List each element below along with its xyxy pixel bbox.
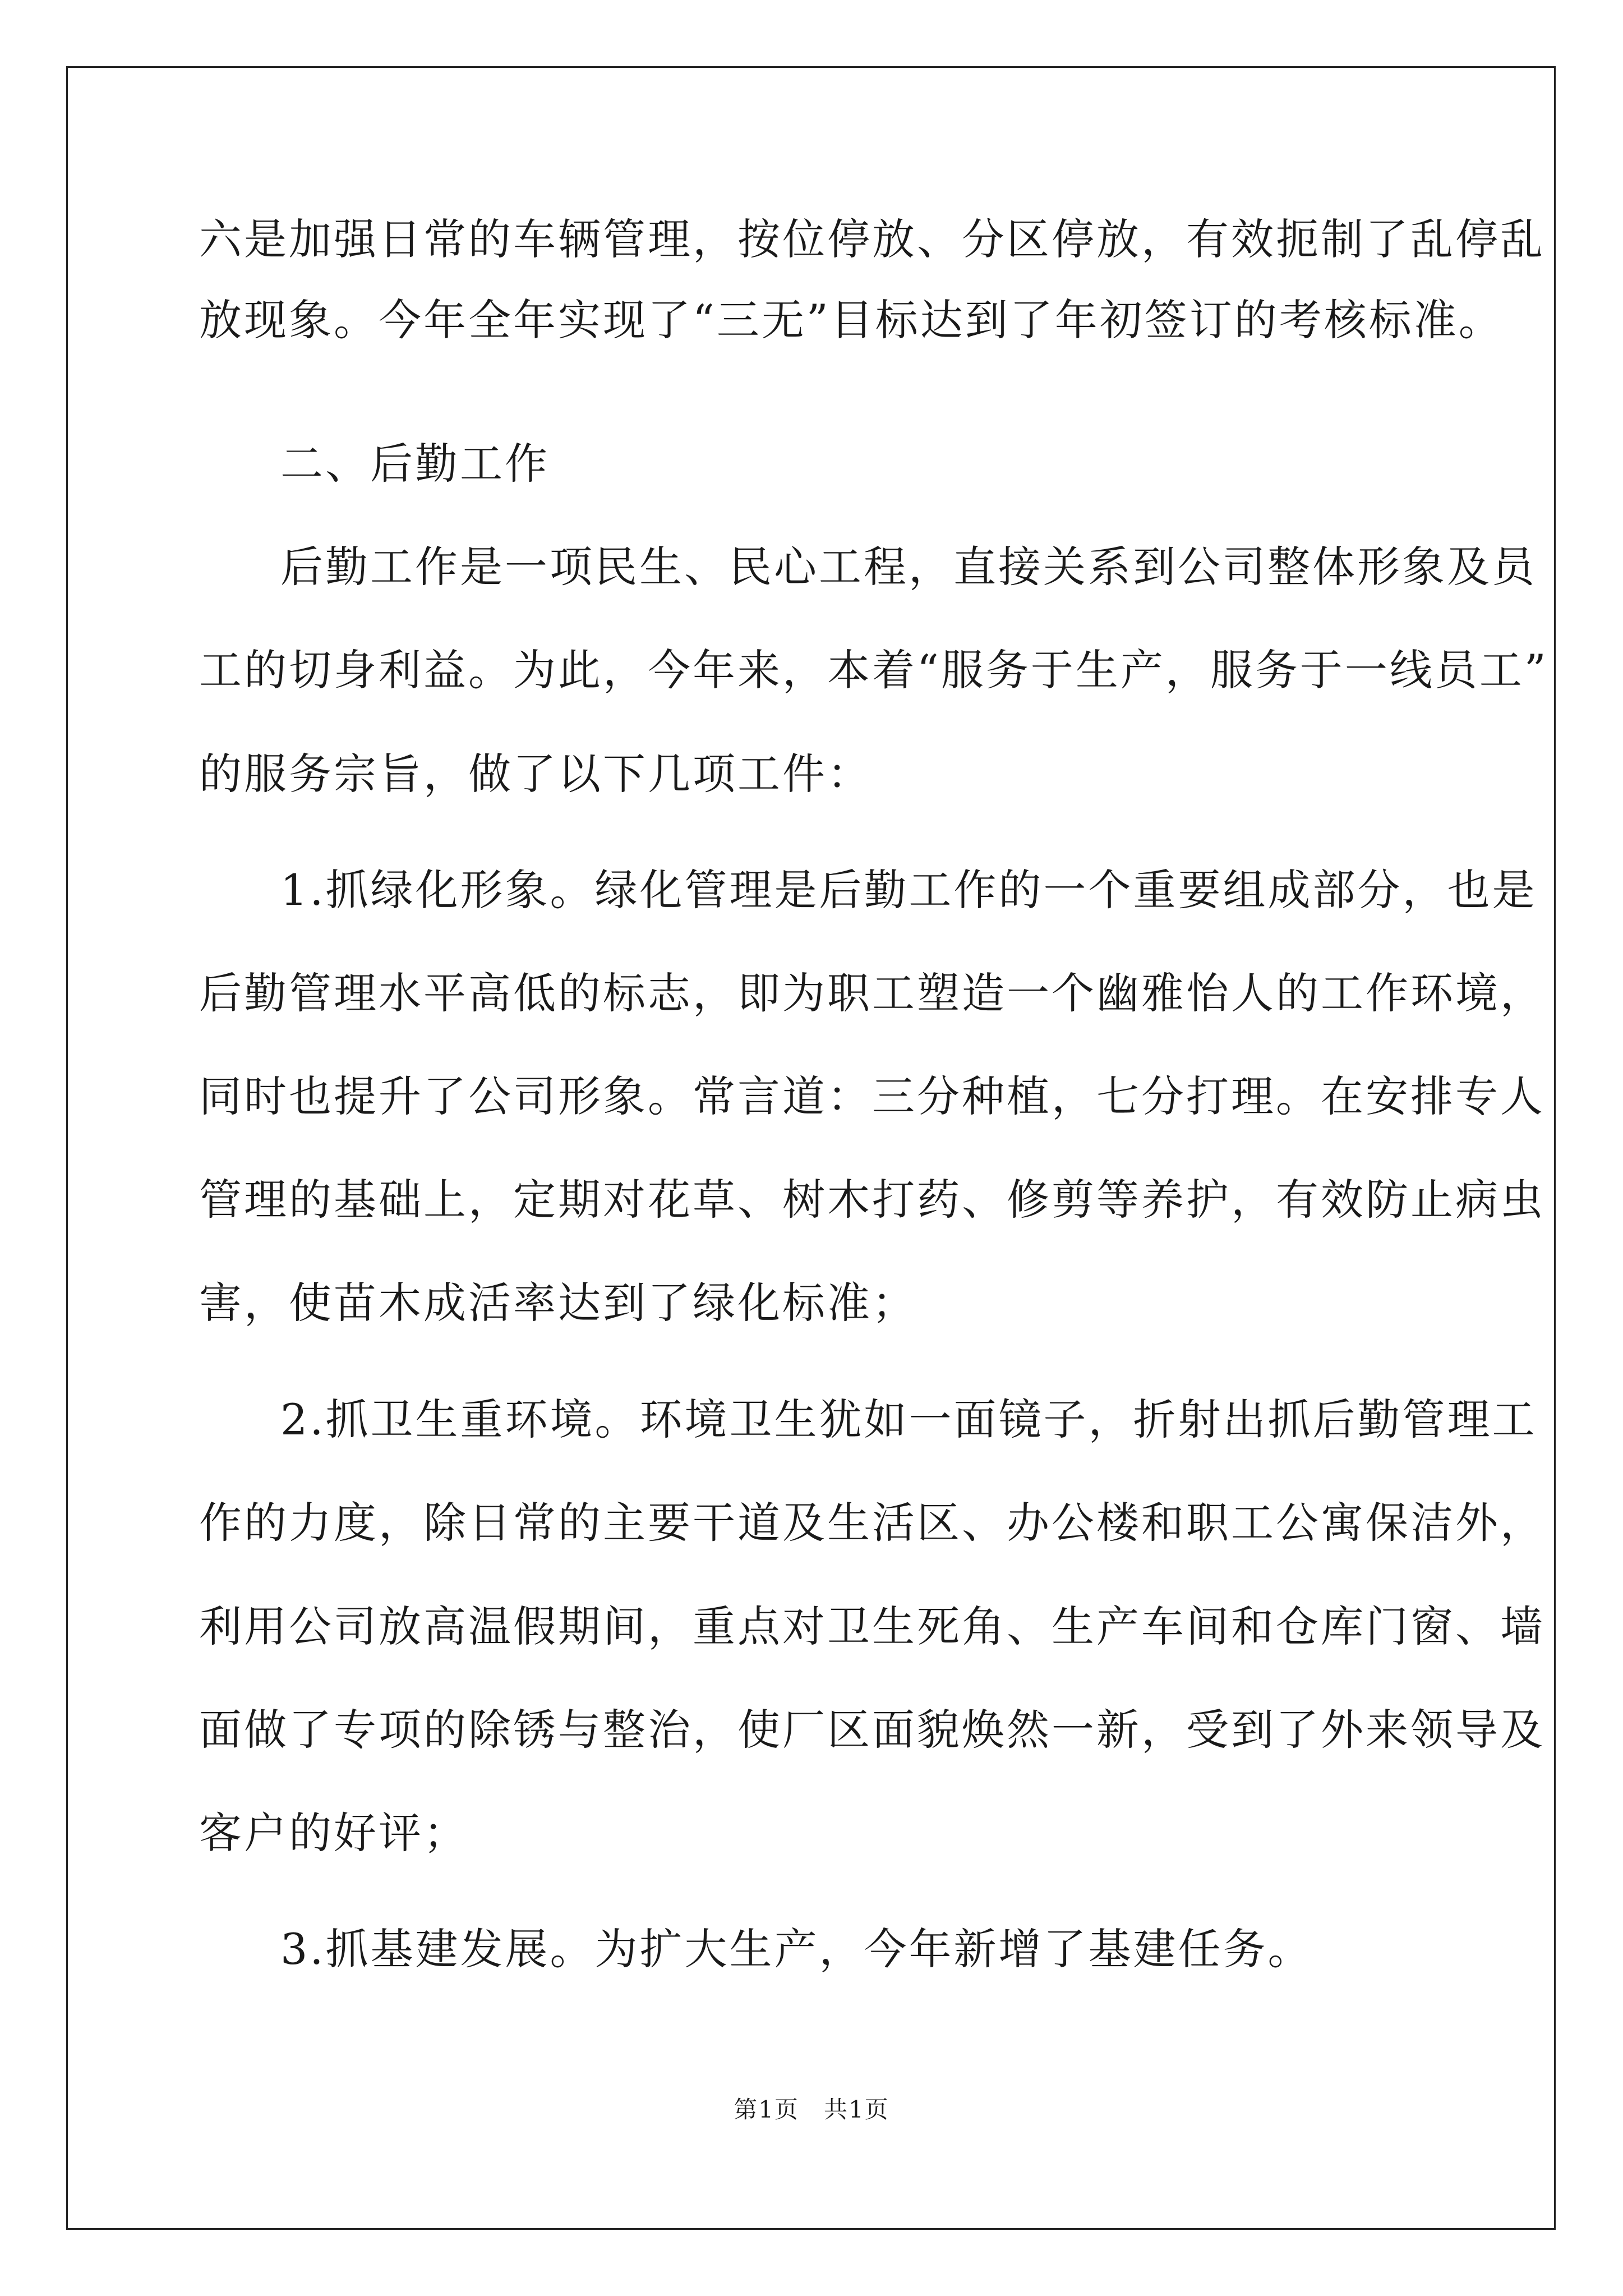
paragraph-line: 管理的基础上，定期对花草、树木打药、修剪等养护，有效防止病虫 [199,1175,1545,1225]
paragraph-line: 后勤工作是一项民生、民心工程，直接关系到公司整体形象及员 [280,542,1537,592]
section-heading: 二、后勤工作 [280,439,550,489]
paragraph-line: 后勤管理水平高低的标志，即为职工塑造一个幽雅怡人的工作环境， [199,968,1545,1018]
paragraph-line: 客户的好评； [199,1808,468,1858]
paragraph-line: 的服务宗旨，做了以下几项工件： [199,749,872,799]
paragraph-line: 同时也提升了公司形象。常言道：三分种植，七分打理。在安排专人 [199,1071,1545,1121]
paragraph-line: 作的力度，除日常的主要干道及生活区、办公楼和职工公寓保洁外， [199,1498,1545,1548]
page-border [66,66,1556,2230]
paragraph-line: 利用公司放高温假期间，重点对卫生死角、生产车间和仓库门窗、墙 [199,1602,1545,1651]
paragraph-line: 工的切身利益。为此，今年来，本着“服务于生产，服务于一线员工” [199,645,1548,695]
list-item-line: 2.抓卫生重环境。环境卫生犹如一面镜子，折射出抓后勤管理工 [280,1395,1537,1444]
paragraph-line: 面做了专项的除锈与整治，使厂区面貌焕然一新，受到了外来领导及 [199,1705,1545,1755]
page-number-footer: 第1页 共1页 [734,2096,889,2123]
paragraph-line: 害，使苗木成活率达到了绿化标准； [199,1278,917,1328]
list-item-line: 3.抓基建发展。为扩大生产，今年新增了基建任务。 [280,1924,1313,1974]
list-item-line: 1.抓绿化形象。绿化管理是后勤工作的一个重要组成部分，也是 [280,865,1537,915]
paragraph-line: 放现象。今年全年实现了“三无”目标达到了年初签订的考核标准。 [199,295,1504,345]
paragraph-line: 六是加强日常的车辆管理，按位停放、分区停放，有效扼制了乱停乱 [199,214,1545,264]
